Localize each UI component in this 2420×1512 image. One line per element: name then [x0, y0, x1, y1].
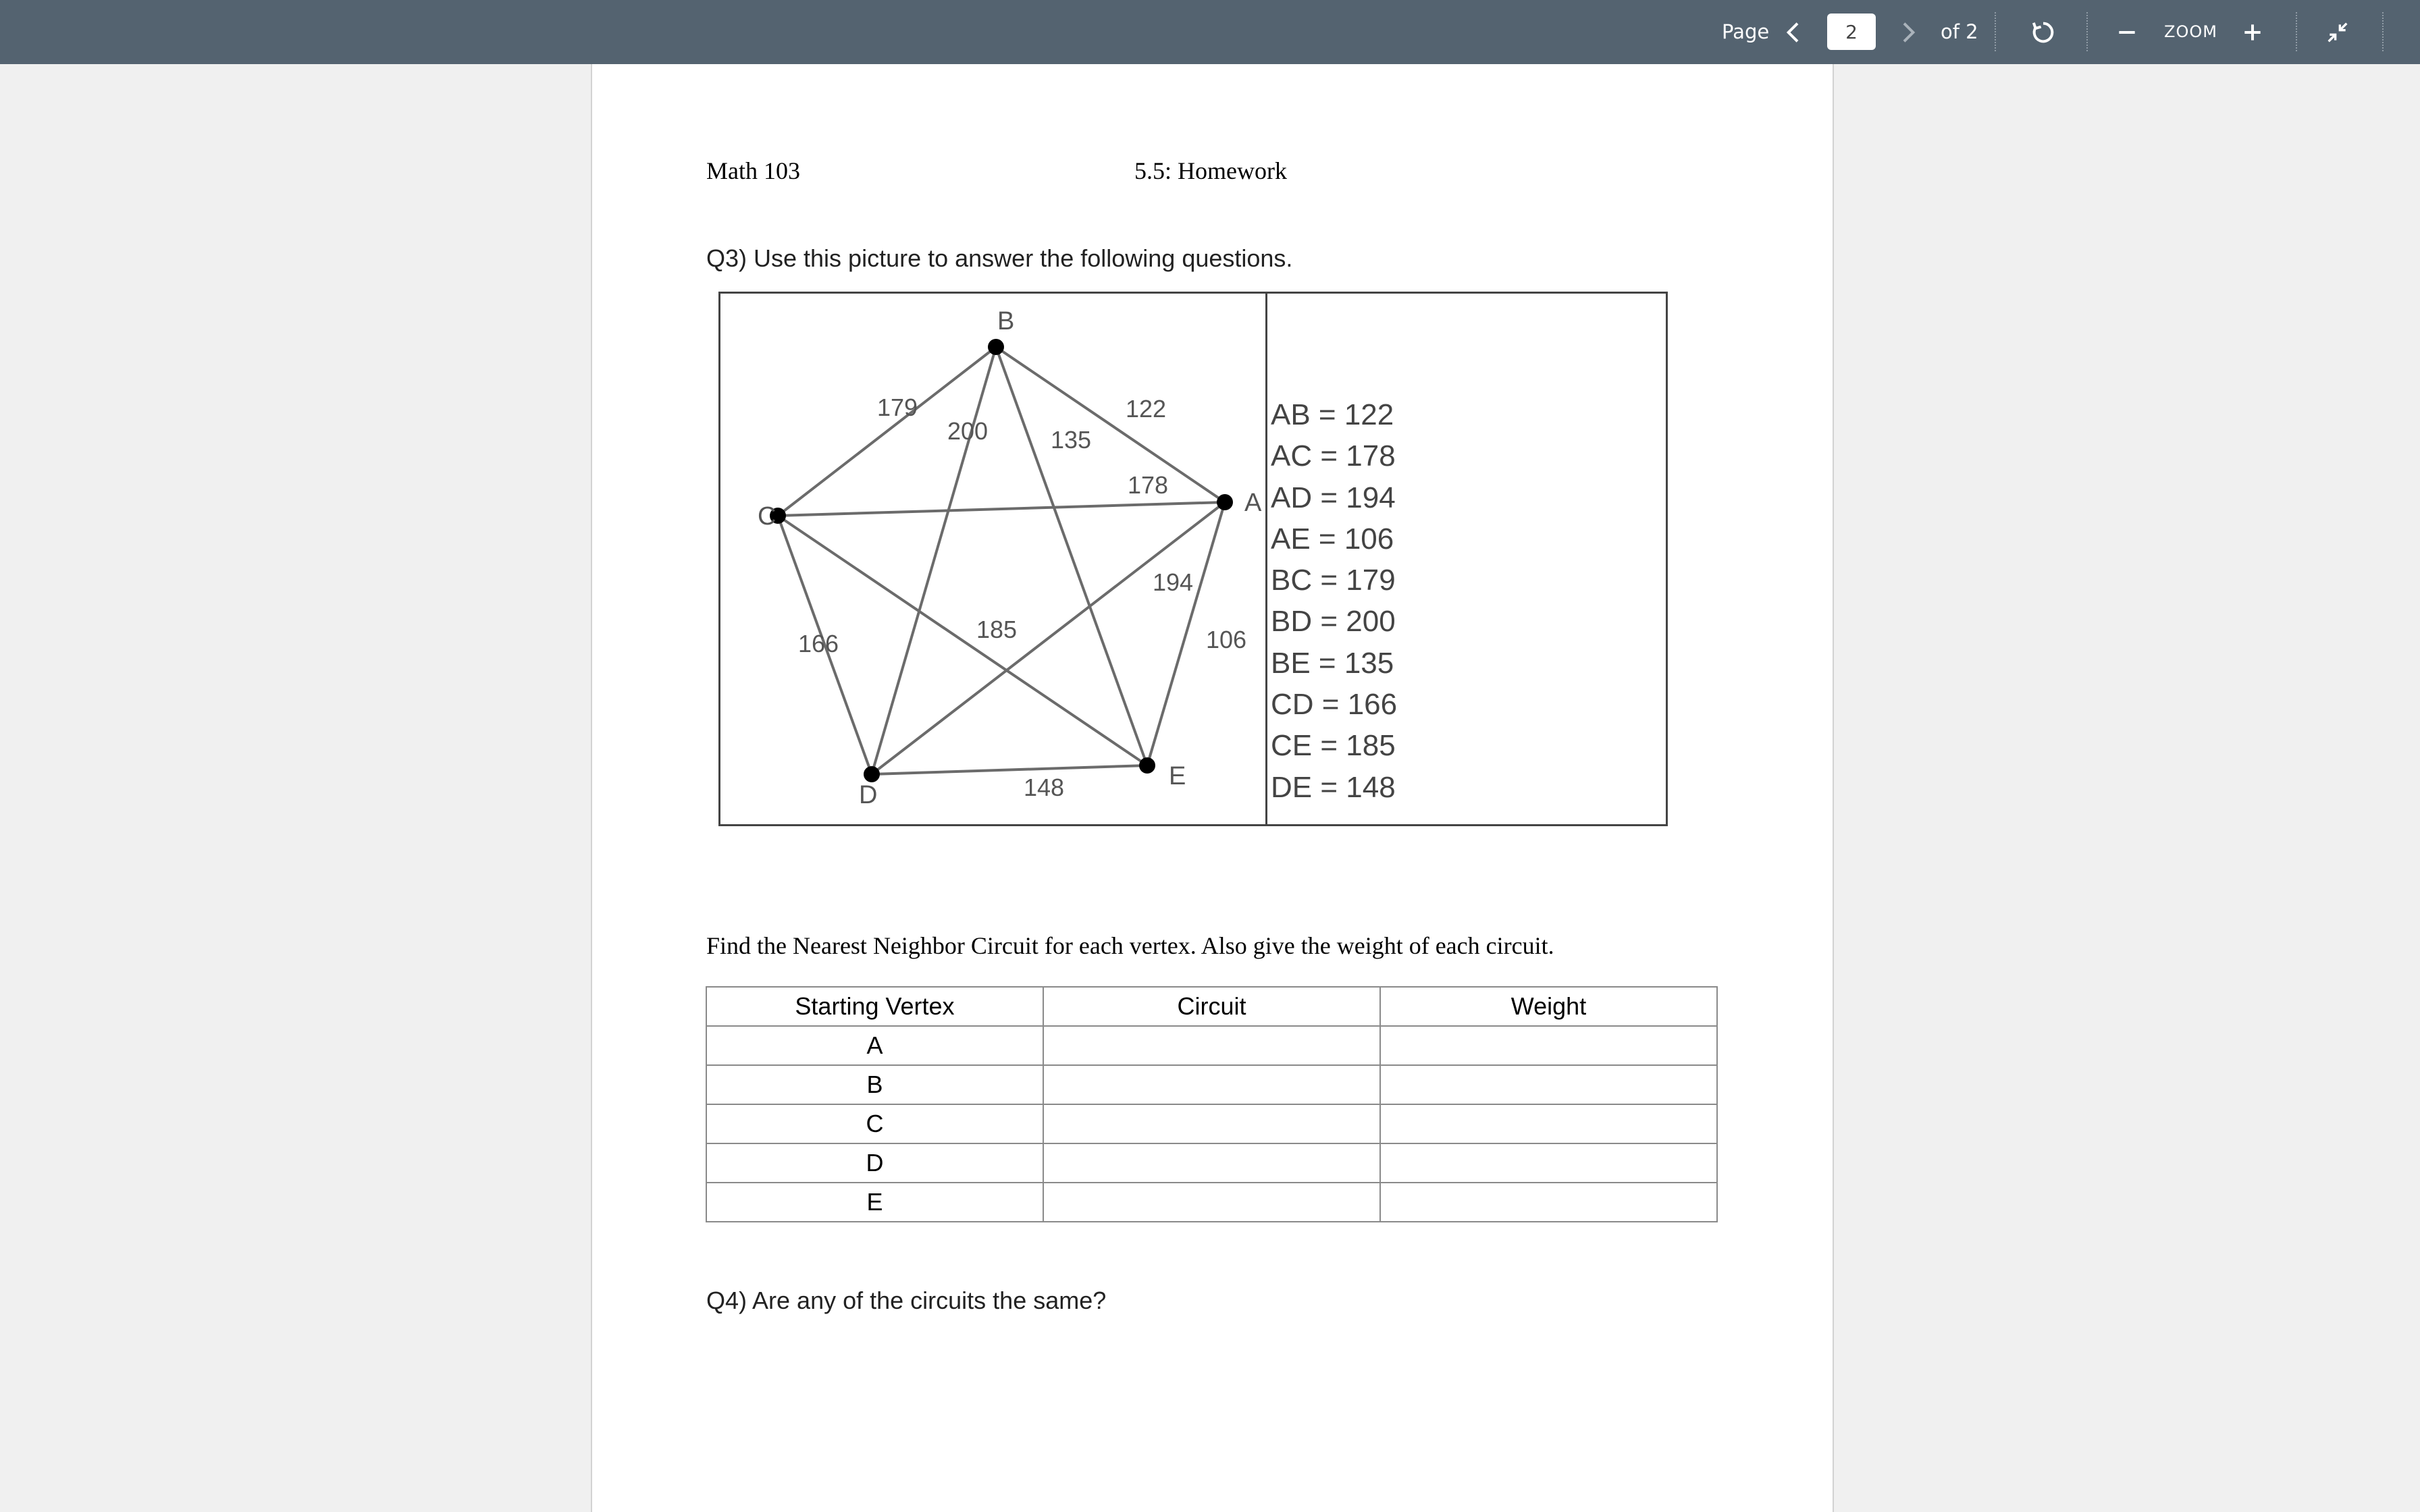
- header-starting-vertex: Starting Vertex: [706, 987, 1043, 1026]
- vertex-label-E: E: [1169, 762, 1186, 790]
- vertex-cell: E: [706, 1183, 1043, 1222]
- table-row: [706, 1104, 1717, 1143]
- circuit-cell[interactable]: [1043, 1143, 1380, 1183]
- circuit-cell[interactable]: [1043, 1026, 1380, 1065]
- edge-AB: [996, 347, 1225, 502]
- vertex-cell: B: [706, 1065, 1043, 1104]
- q4-prompt: Q4) Are any of the circuits the same?: [706, 1287, 1107, 1314]
- vertex-label-C: C: [758, 502, 777, 531]
- edge-AD: [872, 502, 1225, 774]
- edge-weight-label-AB: 122: [1126, 395, 1167, 423]
- edge-weight-list: [1271, 394, 1397, 808]
- vertex-cell: D: [706, 1143, 1043, 1183]
- edge-weight-item: CE = 185: [1271, 729, 1396, 763]
- edge-weight-label-BE: 135: [1051, 426, 1092, 454]
- edge-BE: [996, 347, 1147, 765]
- edge-weight-label-BC: 179: [877, 394, 918, 421]
- vertex-A: [1217, 494, 1233, 510]
- weight-cell[interactable]: [1380, 1065, 1717, 1104]
- edge-AC: [778, 502, 1225, 516]
- circuit-cell[interactable]: [1043, 1104, 1380, 1143]
- edge-weight-label-AD: 194: [1153, 568, 1194, 596]
- vertex-B: [988, 339, 1004, 355]
- header-circuit: Circuit: [1043, 987, 1380, 1026]
- edge-weight-item: BC = 179: [1271, 564, 1396, 597]
- circuit-cell[interactable]: [1043, 1065, 1380, 1104]
- table-row: [706, 1065, 1717, 1104]
- vertex-D: [864, 766, 880, 782]
- edge-weight-label-AC: 178: [1128, 471, 1169, 499]
- edge-weight-label-DE: 148: [1024, 774, 1065, 801]
- weight-cell[interactable]: [1380, 1026, 1717, 1065]
- table-row: [706, 1183, 1717, 1222]
- vertex-label-B: B: [997, 307, 1015, 335]
- page-total: of 2: [1941, 20, 1978, 43]
- instructions-text: Find the Nearest Neighbor Circuit for each vertex. Also give the weight of each circuit.: [706, 932, 1554, 959]
- edge-weight-label-BD: 200: [947, 417, 989, 445]
- vertex-label-A: A: [1244, 489, 1262, 517]
- course-title: Math 103: [706, 157, 800, 184]
- q3-prompt: Q3) Use this picture to answer the following questions.: [706, 244, 1293, 272]
- homework-title: 5.5: Homework: [1134, 157, 1287, 184]
- edge-weight-item: AD = 194: [1271, 481, 1396, 514]
- edge-weight-label-CD: 166: [798, 630, 839, 657]
- edge-weight-label-CE: 185: [976, 616, 1018, 643]
- graph-edge-labels: [798, 394, 1246, 801]
- table-row: [706, 1026, 1717, 1065]
- header-weight: Weight: [1380, 987, 1717, 1026]
- edge-weight-item: DE = 148: [1271, 770, 1396, 804]
- vertex-cell: A: [706, 1026, 1043, 1065]
- vertex-E: [1139, 757, 1155, 774]
- edge-weight-item: AC = 178: [1271, 439, 1396, 473]
- edge-weight-label-AE: 106: [1206, 626, 1247, 653]
- edge-weight-item: BE = 135: [1271, 646, 1394, 680]
- weight-cell[interactable]: [1380, 1104, 1717, 1143]
- table-header-row: [706, 987, 1717, 1026]
- edge-weight-item: CD = 166: [1271, 688, 1398, 722]
- table-row: [706, 1143, 1717, 1183]
- weight-cell[interactable]: [1380, 1183, 1717, 1222]
- zoom-label: ZOOM: [2164, 22, 2217, 41]
- edge-weight-item: AE = 106: [1271, 522, 1394, 556]
- edge-DE: [872, 765, 1147, 774]
- vertex-cell: C: [706, 1104, 1043, 1143]
- edge-weight-item: AB = 122: [1271, 398, 1394, 431]
- weight-cell[interactable]: [1380, 1143, 1717, 1183]
- circuit-table: [706, 986, 1718, 1222]
- vertex-label-D: D: [859, 781, 878, 809]
- page-label: Page: [1722, 20, 1770, 43]
- edge-weight-item: BD = 200: [1271, 605, 1396, 639]
- circuit-cell[interactable]: [1043, 1183, 1380, 1222]
